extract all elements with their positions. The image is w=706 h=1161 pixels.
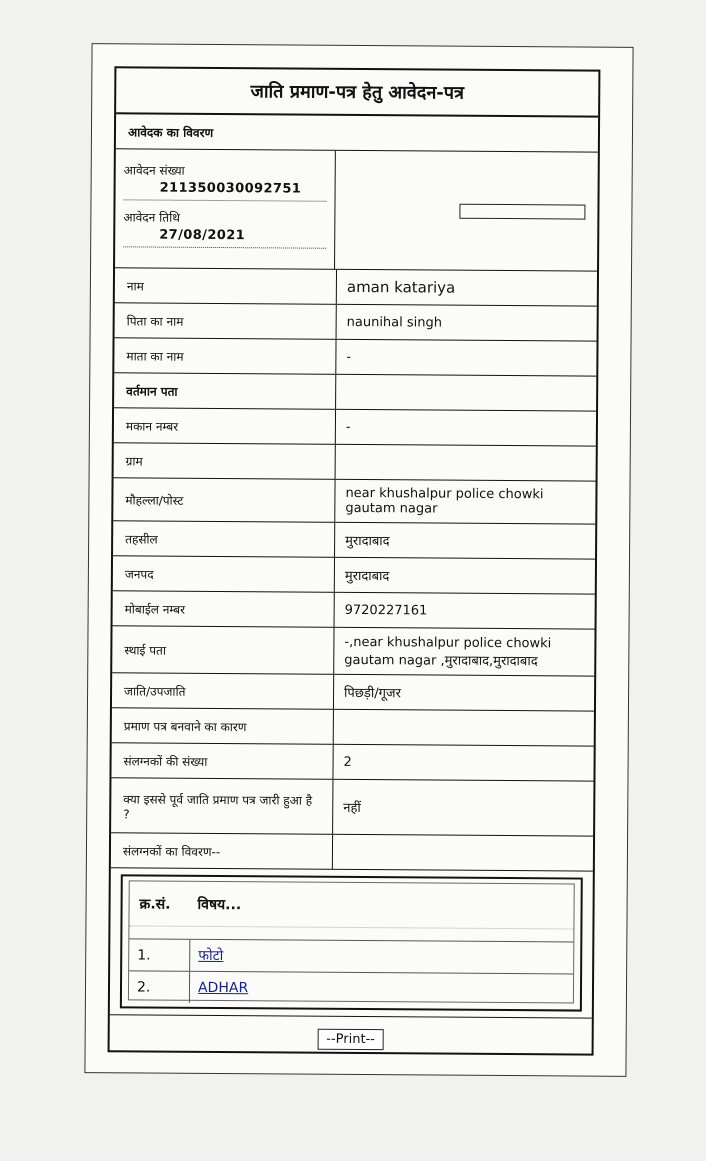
field-label: प्रमाण पत्र बनवाने का कारण — [112, 708, 334, 744]
attachments-header — [129, 881, 573, 929]
application-date-value: 27/08/2021 — [159, 227, 246, 244]
field-value: naunihal singh — [346, 314, 443, 331]
field-value: मुरादाबाद — [344, 568, 390, 585]
field-value: near khushalpur police chowki gautam nagar — [345, 485, 544, 517]
field-label: मोबाईल नम्बर — [113, 591, 335, 627]
print-row — [110, 1015, 592, 1063]
row-mobile — [113, 591, 595, 629]
attachment-serial: 2. — [129, 971, 190, 1002]
row-attachment-count — [111, 743, 593, 781]
field-value: 9720227161 — [344, 602, 428, 618]
row-caste — [112, 673, 594, 711]
application-meta — [115, 149, 336, 269]
field-value: aman katariya — [346, 277, 456, 297]
attachments-frame — [120, 874, 583, 1011]
row-district — [113, 556, 595, 594]
attachments-section — [110, 868, 593, 1018]
application-info-block — [115, 149, 598, 271]
field-value: - — [345, 419, 351, 435]
field-value: पिछड़ी/गूजर — [344, 685, 401, 702]
field-value — [334, 710, 594, 746]
field-label: मौहल्ला/पोस्ट — [113, 478, 335, 522]
field-label: क्या इससे पूर्व जाति प्रमाण पत्र जारी हुआ है ? — [111, 778, 333, 834]
field-label: मकान नम्बर — [114, 408, 336, 444]
col-subject-header: विषय... — [197, 896, 242, 913]
row-locality — [113, 478, 595, 524]
field-label: जाति/उपजाति — [112, 673, 334, 709]
field-value — [336, 375, 596, 411]
divider — [123, 246, 326, 248]
row-house-no — [114, 408, 596, 446]
field-label: माता का नाम — [114, 338, 336, 374]
field-label: ग्राम — [114, 443, 336, 479]
form-title: जाति प्रमाण-पत्र हेतु आवेदन-पत्र — [116, 68, 598, 117]
application-date-label: आवेदन तिथि — [123, 210, 180, 225]
photo-area — [335, 151, 598, 271]
attachment-link[interactable]: ADHAR — [197, 979, 249, 996]
row-name — [115, 268, 597, 306]
row-current-address — [114, 373, 596, 411]
field-label: संलग्नकों की संख्या — [111, 743, 333, 779]
row-previous-certificate — [111, 778, 593, 836]
applicant-section-heading: आवेदक का विवरण — [116, 114, 598, 152]
col-serial-header: क्र.सं. — [139, 895, 171, 913]
field-value: 2 — [343, 754, 352, 770]
field-value — [333, 835, 593, 871]
field-label: संलग्नकों का विवरण-- — [111, 833, 333, 869]
attachment-serial: 1. — [129, 939, 190, 970]
field-value: -,near khushalpur police chowki gautam nagar ,मुरादाबाद,मुरादाबाद — [344, 634, 552, 669]
field-label: नाम — [115, 268, 337, 304]
row-attachment-details — [111, 833, 593, 871]
field-label: वर्तमान पता — [114, 373, 336, 409]
field-value: मुरादाबाद — [345, 533, 390, 550]
paper-sheet — [84, 43, 633, 1077]
print-button[interactable]: --Print-- — [317, 1029, 384, 1050]
divider — [124, 199, 327, 201]
row-tehsil — [113, 521, 595, 559]
row-permanent-address — [112, 626, 594, 676]
row-mother-name — [114, 338, 596, 376]
attachment-link[interactable]: फोटो — [198, 947, 224, 965]
application-no-value: 211350030092751 — [159, 180, 302, 197]
field-label: तहसील — [113, 521, 335, 557]
attachments-table — [128, 880, 575, 1003]
application-form — [108, 66, 601, 1055]
field-value: नहीं — [343, 800, 361, 817]
field-label: स्थाई पता — [112, 626, 334, 674]
field-value: - — [346, 349, 352, 365]
attachment-row — [129, 938, 573, 973]
application-no-label: आवेदन संख्या — [123, 163, 185, 178]
row-father-name — [115, 303, 597, 341]
attachment-row — [129, 970, 573, 1005]
row-village — [114, 443, 596, 481]
field-label: जनपद — [113, 556, 335, 592]
field-value — [336, 445, 596, 481]
field-label: पिता का नाम — [115, 303, 337, 339]
photo-placeholder — [459, 204, 585, 220]
row-reason — [112, 708, 594, 746]
